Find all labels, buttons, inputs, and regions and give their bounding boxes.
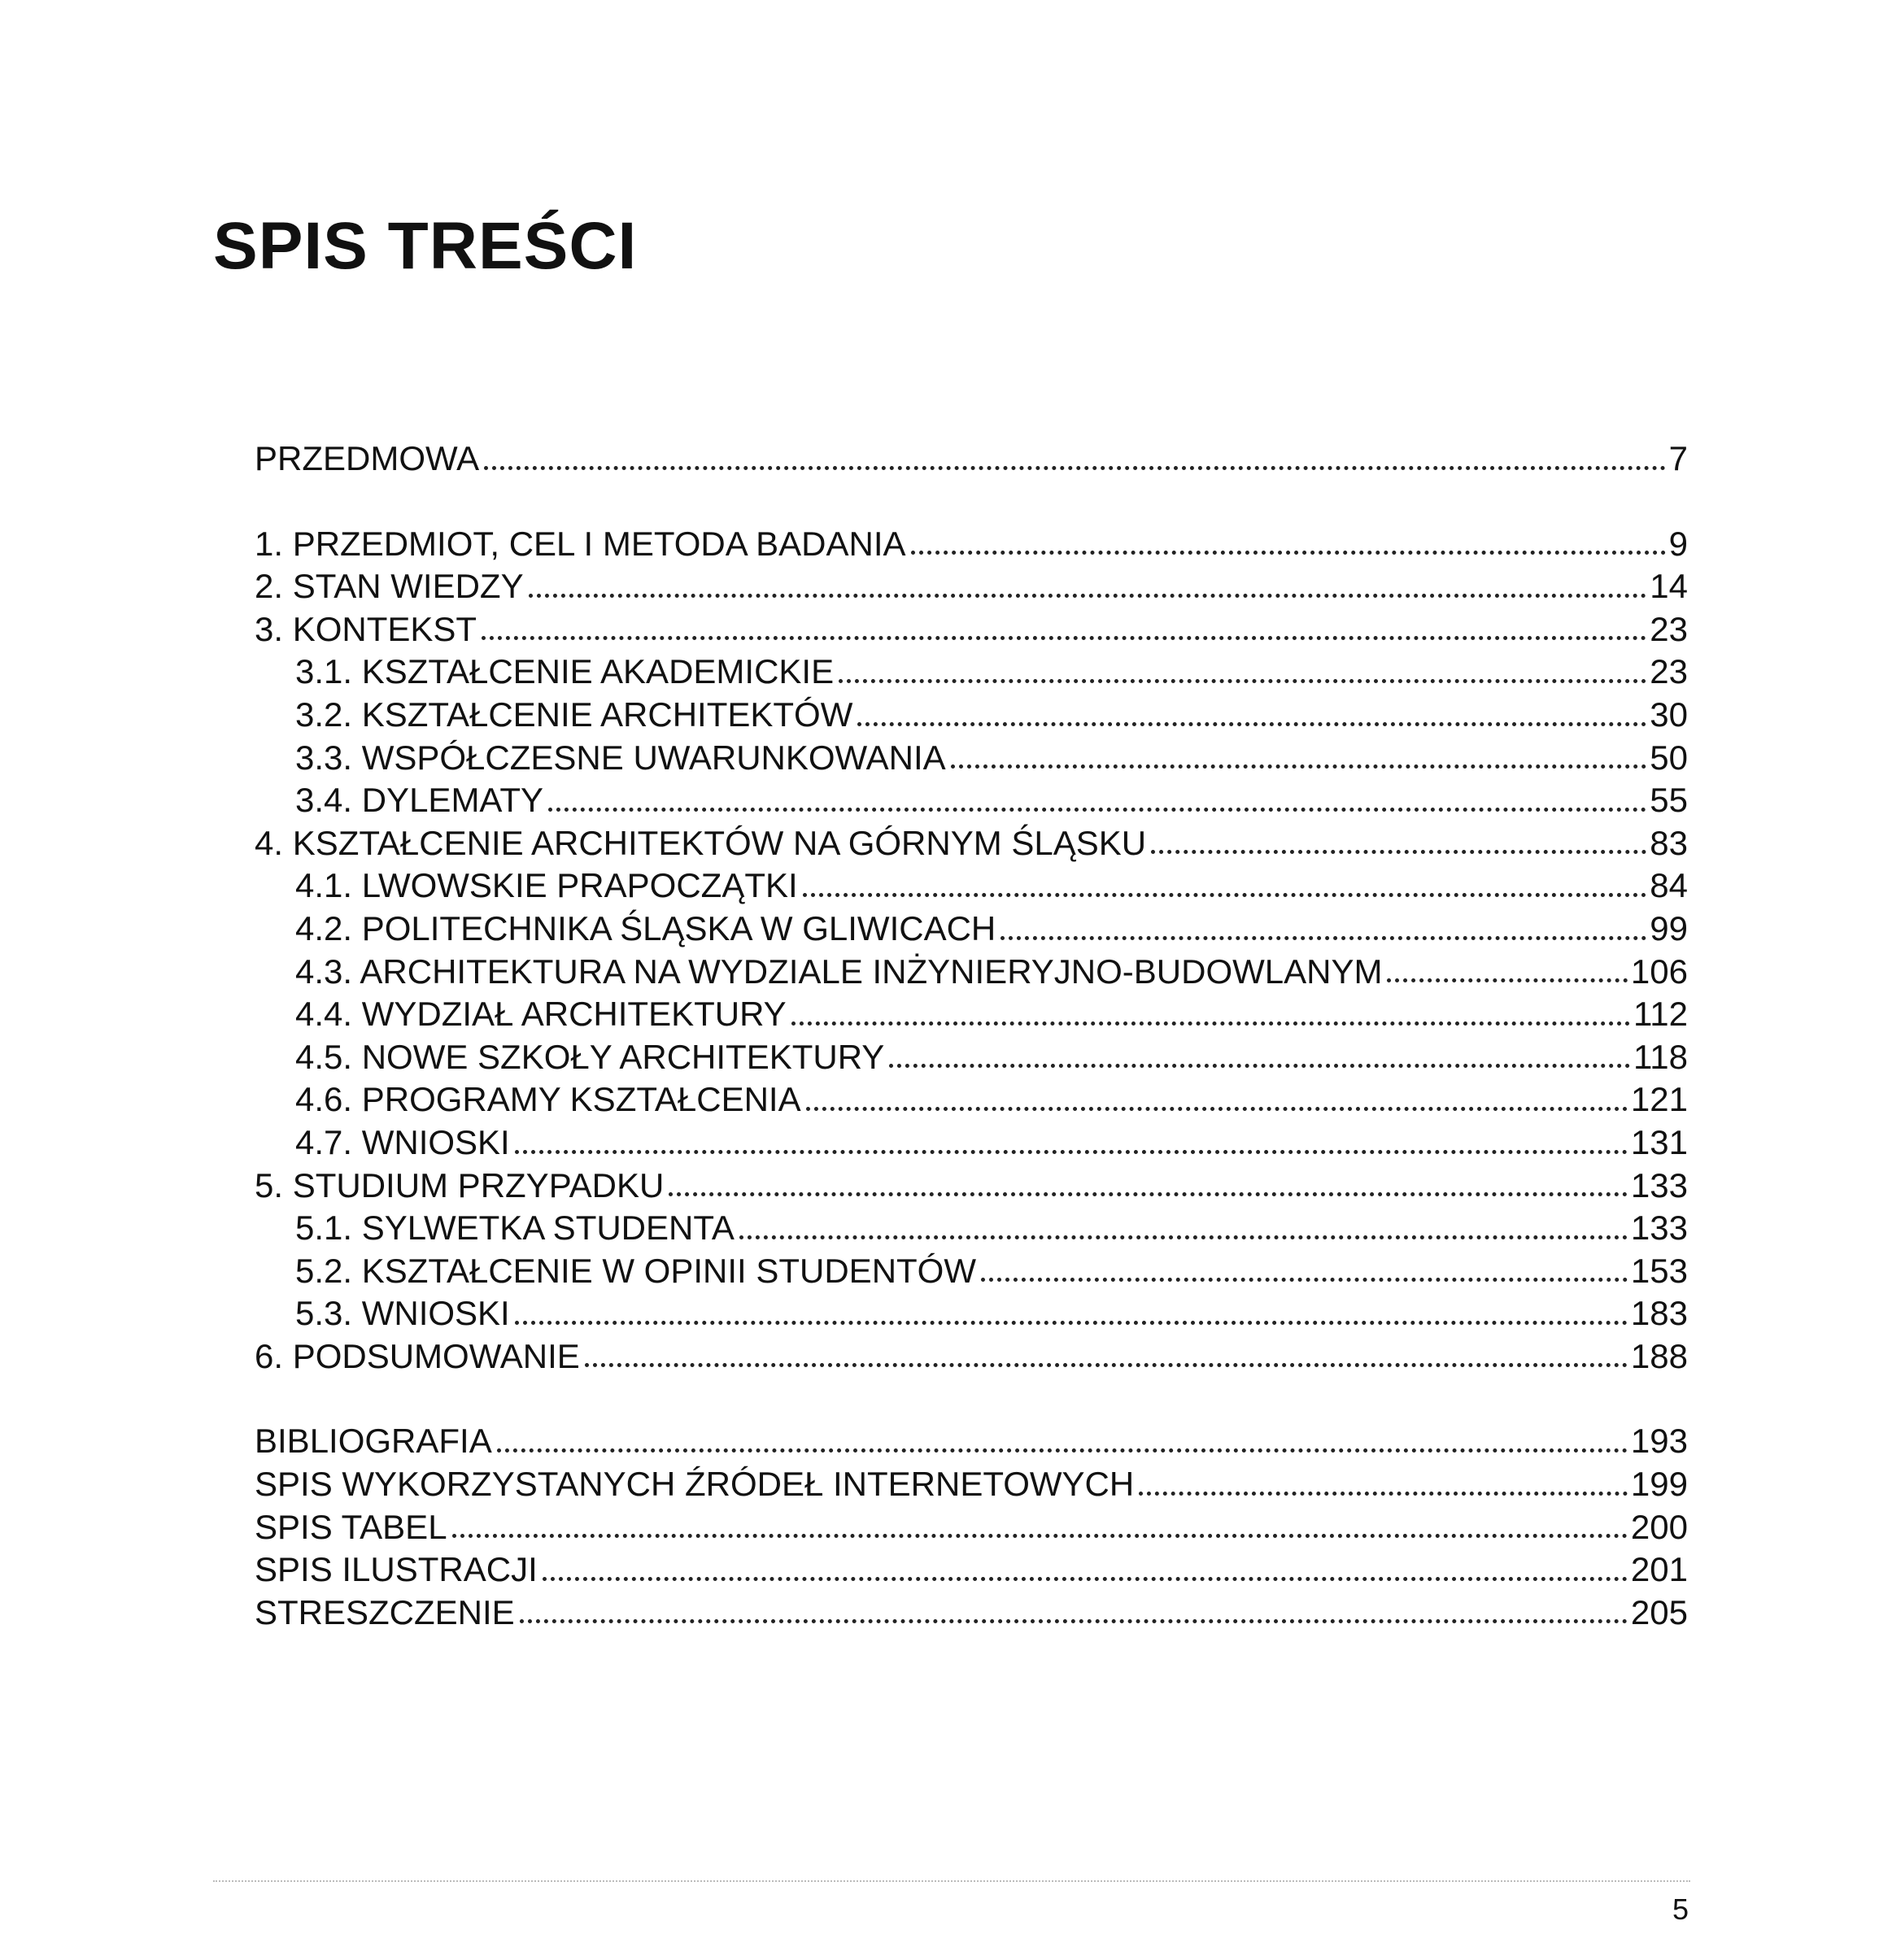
toc-entry-page: 133: [1630, 1165, 1688, 1204]
toc-entry[interactable]: [255, 993, 1688, 1036]
toc-entry-page: 131: [1630, 1122, 1688, 1161]
toc-dot-leader: [1139, 1492, 1628, 1496]
toc-entry[interactable]: [255, 1207, 1688, 1250]
toc-entry-label: 4.1. LWOWSKIE PRAPOCZĄTKI: [295, 866, 798, 905]
toc-entry-page: 199: [1630, 1465, 1688, 1504]
toc-entry[interactable]: [255, 651, 1688, 694]
toc-dot-leader: [515, 1321, 1628, 1325]
toc-dot-leader: [791, 1021, 1630, 1026]
toc-entry-label: 3. KONTEKST: [255, 609, 477, 648]
toc-entry[interactable]: [255, 1165, 1688, 1208]
table-of-contents: [255, 438, 1688, 1634]
toc-entry[interactable]: [255, 523, 1688, 566]
toc-entry-label: SPIS WYKORZYSTANYCH ŹRÓDEŁ INTERNETOWYCH: [255, 1465, 1135, 1504]
toc-entry-page: 201: [1630, 1550, 1688, 1589]
toc-entry-page: 188: [1630, 1336, 1688, 1375]
toc-entry-label: 5.1. SYLWETKA STUDENTA: [295, 1209, 735, 1248]
toc-dot-leader: [806, 1107, 1628, 1111]
toc-entry[interactable]: [255, 865, 1688, 908]
toc-entry-label: 4.6. PROGRAMY KSZTAŁCENIA: [295, 1080, 801, 1119]
toc-entry-label: 3.3. WSPÓŁCZESNE UWARUNKOWANIA: [295, 738, 946, 777]
toc-entry-label: 4. KSZTAŁCENIE ARCHITEKTÓW NA GÓRNYM ŚLĄSKU: [255, 823, 1147, 862]
toc-entry[interactable]: [255, 1250, 1688, 1293]
toc-entry-label: 3.2. KSZTAŁCENIE ARCHITEKTÓW: [295, 695, 853, 734]
toc-dot-leader: [484, 466, 1666, 470]
toc-entry[interactable]: [255, 1036, 1688, 1079]
toc-entry-page: 50: [1650, 738, 1688, 777]
toc-entry-page: 106: [1630, 952, 1688, 991]
toc-dot-leader: [889, 1064, 1630, 1068]
toc-entry[interactable]: [255, 737, 1688, 780]
toc-entry-label: 4.3. ARCHITEKTURA NA WYDZIALE INŻYNIERYJNO-BUDOWLANYM: [295, 952, 1383, 991]
toc-entry[interactable]: [255, 779, 1688, 822]
toc-entry[interactable]: [255, 1292, 1688, 1335]
toc-entry-label: 4.5. NOWE SZKOŁY ARCHITEKTURY: [295, 1037, 885, 1076]
toc-entry[interactable]: [255, 1335, 1688, 1379]
toc-entry-page: 193: [1630, 1422, 1688, 1461]
toc-entry-page: 121: [1630, 1080, 1688, 1119]
toc-entry-label: 4.4. WYDZIAŁ ARCHITEKTURY: [295, 995, 787, 1034]
toc-dot-leader: [482, 636, 1646, 640]
toc-entry[interactable]: [255, 1548, 1688, 1592]
toc-entry-page: 83: [1650, 823, 1688, 862]
toc-entry-label: SPIS TABEL: [255, 1507, 447, 1546]
toc-dot-leader: [951, 764, 1647, 769]
toc-dot-leader: [529, 594, 1647, 598]
toc-entry[interactable]: [255, 1420, 1688, 1463]
toc-dot-leader: [911, 551, 1666, 555]
toc-dot-leader: [520, 1619, 1628, 1623]
toc-entry-page: 14: [1650, 567, 1688, 606]
toc-entry-label: 3.4. DYLEMATY: [295, 781, 543, 820]
toc-entry[interactable]: [255, 1078, 1688, 1122]
toc-entry-label: 2. STAN WIEDZY: [255, 567, 524, 606]
page-title: SPIS TREŚCI: [213, 209, 638, 283]
toc-entry[interactable]: [255, 951, 1688, 994]
toc-entry-label: STRESZCZENIE: [255, 1592, 515, 1631]
toc-entry-page: 118: [1633, 1037, 1688, 1076]
toc-entry-label: 5.2. KSZTAŁCENIE W OPINII STUDENTÓW: [295, 1251, 976, 1290]
toc-dot-leader: [548, 808, 1646, 812]
toc-dot-leader: [1151, 850, 1646, 854]
toc-dot-leader: [515, 1150, 1628, 1154]
toc-entry-page: 23: [1650, 652, 1688, 691]
toc-entry[interactable]: [255, 908, 1688, 951]
toc-entry-page: 55: [1650, 781, 1688, 820]
toc-entry-label: BIBLIOGRAFIA: [255, 1422, 492, 1461]
toc-entry-label: 4.2. POLITECHNIKA ŚLĄSKA W GLIWICACH: [295, 908, 996, 947]
toc-dot-leader: [739, 1235, 1628, 1239]
toc-dot-leader: [669, 1192, 1628, 1196]
toc-dot-leader: [1387, 978, 1627, 982]
footer-divider: [213, 1880, 1690, 1882]
toc-entry-label: 6. PODSUMOWANIE: [255, 1336, 580, 1375]
toc-entry[interactable]: [255, 1463, 1688, 1506]
toc-dot-leader: [543, 1577, 1628, 1581]
page-number: 5: [1672, 1892, 1689, 1926]
toc-entry-page: 183: [1630, 1294, 1688, 1333]
toc-entry-label: PRZEDMOWA: [255, 439, 480, 477]
toc-entry[interactable]: [255, 608, 1688, 651]
toc-entry-label: 1. PRZEDMIOT, CEL I METODA BADANIA: [255, 524, 906, 563]
toc-entry-page: 84: [1650, 866, 1688, 905]
toc-entry[interactable]: [255, 438, 1688, 481]
toc-entry-page: 133: [1630, 1209, 1688, 1248]
toc-entry[interactable]: [255, 1506, 1688, 1549]
toc-dot-leader: [981, 1278, 1628, 1282]
toc-entry[interactable]: [255, 1592, 1688, 1635]
toc-entry-page: 200: [1630, 1507, 1688, 1546]
toc-dot-leader: [839, 679, 1646, 683]
toc-dot-leader: [497, 1448, 1628, 1453]
toc-entry-label: 5.3. WNIOSKI: [295, 1294, 510, 1333]
toc-dot-leader: [452, 1534, 1628, 1538]
toc-entry[interactable]: [255, 1122, 1688, 1165]
toc-entry-page: 153: [1630, 1251, 1688, 1290]
toc-dot-leader: [857, 722, 1646, 726]
toc-entry-page: 9: [1668, 524, 1688, 563]
toc-entry-label: 3.1. KSZTAŁCENIE AKADEMICKIE: [295, 652, 835, 691]
toc-dot-leader: [585, 1363, 1628, 1367]
toc-entry-page: 205: [1630, 1592, 1688, 1631]
toc-entry-page: 23: [1650, 609, 1688, 648]
toc-entry[interactable]: [255, 822, 1688, 865]
toc-entry[interactable]: [255, 694, 1688, 737]
toc-entry-page: 112: [1633, 995, 1688, 1034]
toc-entry-label: SPIS ILUSTRACJI: [255, 1550, 538, 1589]
toc-entry[interactable]: [255, 565, 1688, 608]
toc-entry-label: 5. STUDIUM PRZYPADKU: [255, 1165, 665, 1204]
toc-entry-label: 4.7. WNIOSKI: [295, 1122, 510, 1161]
toc-dot-leader: [1001, 936, 1646, 940]
toc-dot-leader: [803, 893, 1647, 897]
toc-entry-page: 7: [1668, 439, 1688, 477]
toc-entry-page: 30: [1650, 695, 1688, 734]
toc-entry-page: 99: [1650, 908, 1688, 947]
